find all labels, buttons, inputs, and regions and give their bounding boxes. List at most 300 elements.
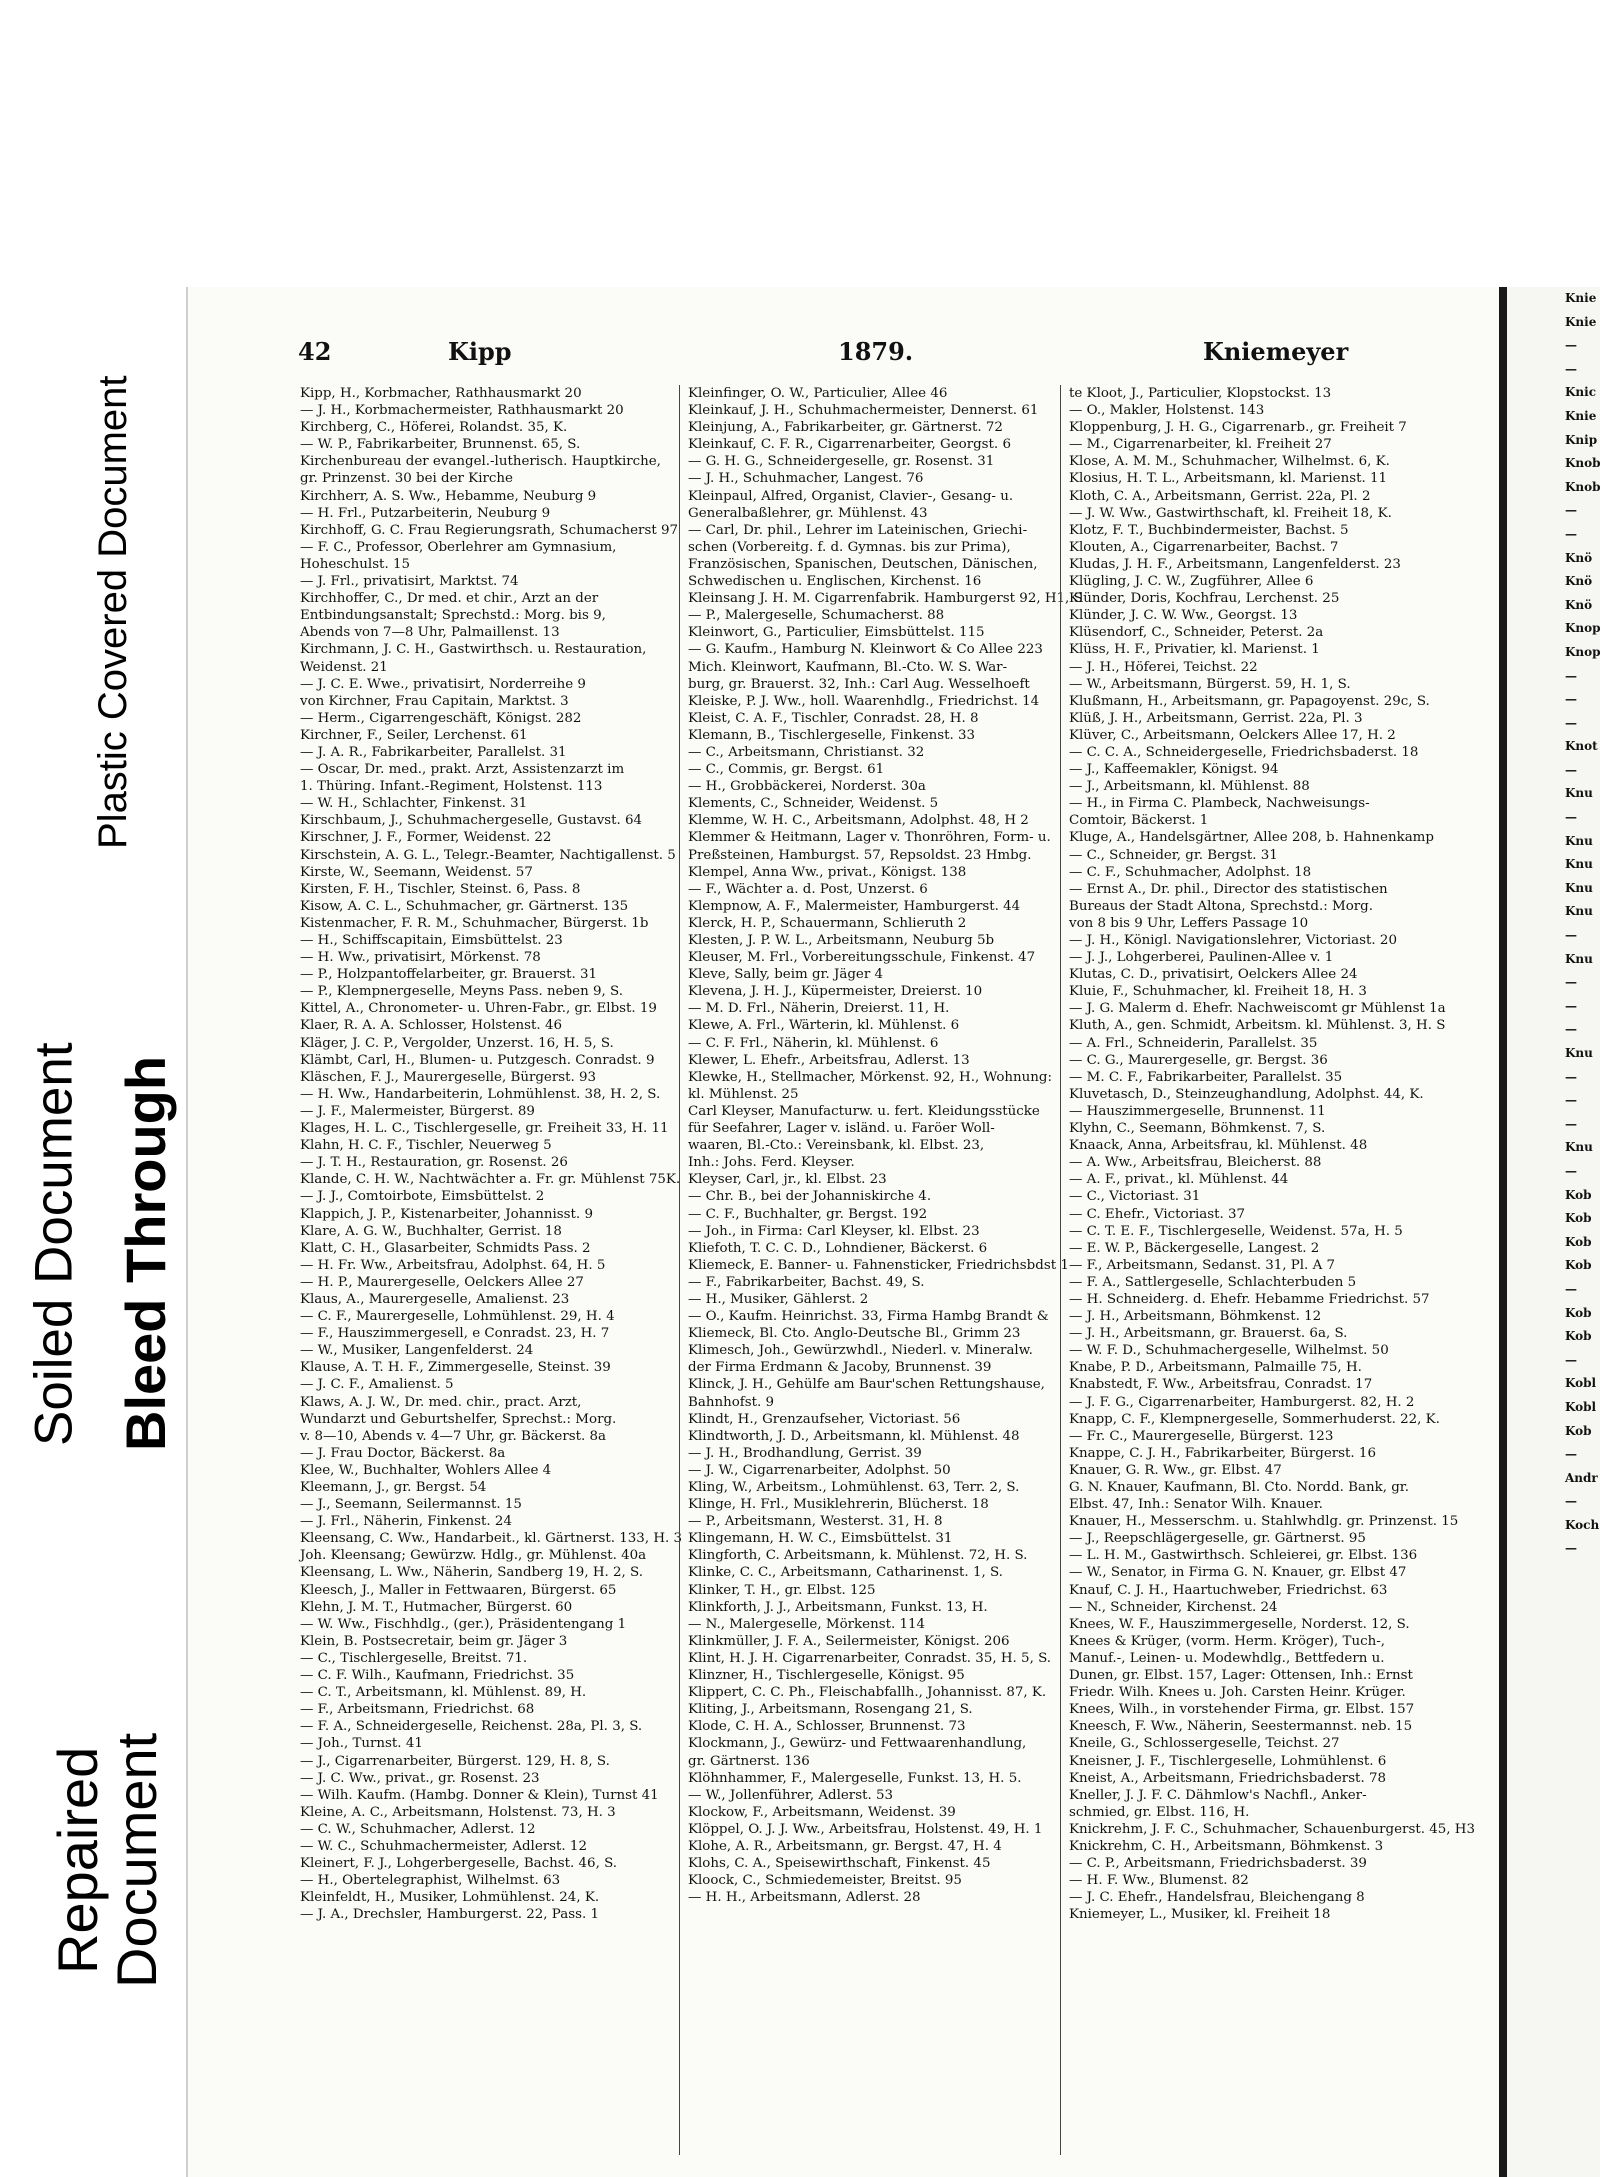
- facing-page-fragment: Knie: [1565, 408, 1597, 423]
- directory-entry: Klint, H. J. H. Cigarrenarbeiter, Conradst. 35, H. 5, S.: [688, 1650, 1052, 1666]
- label-bleed-through: Bleed Through: [105, 1008, 187, 1498]
- directory-entry: — C., Arbeitsmann, Christianst. 32: [688, 744, 925, 760]
- directory-entry: Kleensang, C. Ww., Handarbeit., kl. Gärtnerst. 133, H. 3: [300, 1531, 683, 1547]
- entries-column-2: [679, 385, 1083, 2155]
- directory-entry: — H., in Firma C. Plambeck, Nachweisungs-: [1069, 796, 1370, 812]
- directory-entry: — C. F., Maurergeselle, Lohmühlenst. 29, H. 4: [300, 1309, 615, 1325]
- facing-page-fragment: —: [1565, 1116, 1577, 1131]
- directory-entry: — J., Kaffeemakler, Königst. 94: [1069, 762, 1279, 778]
- directory-entry: Klockmann, J., Gewürz- und Fettwaarenhandlung,: [688, 1736, 1027, 1752]
- directory-entry: Klosius, H. T. L., Arbeitsmann, kl. Marienst. 11: [1069, 471, 1388, 487]
- directory-entry: Hoheschulst. 15: [300, 556, 410, 572]
- directory-entry: — J. C. Ww., privat., gr. Rosenst. 23: [300, 1770, 540, 1786]
- facing-page-fragment: Knie: [1565, 314, 1597, 329]
- directory-entry: Kleine, A. C., Arbeitsmann, Holstenst. 73, H. 3: [300, 1804, 616, 1820]
- directory-entry: Klindtworth, J. D., Arbeitsmann, kl. Mühlenst. 48: [688, 1428, 1020, 1444]
- directory-entry: Klose, A. M. M., Schuhmacher, Wilhelmst. 6, K.: [1069, 454, 1390, 470]
- facing-page-fragment: Kob: [1565, 1258, 1592, 1273]
- directory-entry: Klinkmüller, J. F. A., Seilermeister, Königst. 206: [688, 1633, 1010, 1649]
- directory-entry: — A. F., privat., kl. Mühlenst. 44: [1069, 1172, 1289, 1188]
- directory-entry: — W., Arbeitsmann, Bürgerst. 59, H. 1, S.: [1069, 676, 1351, 692]
- directory-entry: Klüver, C., Arbeitsmann, Oelckers Allee 17, H. 2: [1069, 727, 1396, 743]
- facing-page-fragment: —: [1565, 762, 1577, 777]
- directory-entry: waaren, Bl.-Cto.: Vereinsbank, kl. Elbst. 23,: [688, 1138, 985, 1154]
- label-repaired-document: Repaired Document: [38, 1680, 178, 2040]
- directory-entry: Kneesch, F. Ww., Näherin, Seestermannst. neb. 15: [1069, 1719, 1413, 1735]
- directory-entry: Klaws, A. J. W., Dr. med. chir., pract. Arzt,: [300, 1394, 582, 1410]
- directory-entry: — F. C., Professor, Oberlehrer am Gymnasium,: [300, 539, 617, 555]
- directory-entry: Klünder, J. C. W. Ww., Georgst. 13: [1069, 608, 1298, 624]
- directory-entry: Klohe, A. R., Arbeitsmann, gr. Bergst. 47, H. 4: [688, 1838, 1002, 1854]
- facing-page-fragment: Knu: [1565, 833, 1593, 848]
- directory-entry: Klöhnhammer, F., Malergeselle, Funkst. 13, H. 5.: [688, 1770, 1022, 1786]
- directory-entry: Kläger, J. C. P., Vergolder, Unzerst. 16, H. 5, S.: [300, 1035, 614, 1051]
- directory-entry: — W., Musiker, Langenfelderst. 24: [300, 1343, 534, 1359]
- facing-page-fragment: —: [1565, 810, 1577, 825]
- directory-entry: — F., Fabrikarbeiter, Bachst. 49, S.: [688, 1274, 925, 1290]
- directory-entry: Klindt, H., Grenzaufseher, Victoriast. 56: [688, 1411, 961, 1427]
- directory-page: [186, 287, 1505, 2177]
- directory-entry: Kleinfinger, O. W., Particulier, Allee 46: [688, 386, 948, 401]
- directory-entry: — O., Makler, Holstenst. 143: [1069, 403, 1265, 419]
- directory-entry: — C., Schneider, gr. Bergst. 31: [1069, 847, 1278, 863]
- facing-page-fragment: —: [1565, 692, 1577, 707]
- directory-entry: — M. D. Frl., Näherin, Dreierst. 11, H.: [688, 1001, 950, 1017]
- directory-entry: von 8 bis 9 Uhr, Leffers Passage 10: [1069, 915, 1309, 931]
- directory-entry: — J. J., Comtoirbote, Eimsbüttelst. 2: [300, 1189, 545, 1205]
- directory-entry: burg, gr. Brauerst. 32, Inh.: Carl Aug. Wesselhoeft: [688, 676, 1030, 692]
- directory-entry: Klewe, A. Frl., Wärterin, kl. Mühlenst. 6: [688, 1018, 960, 1034]
- directory-entry: — A. Ww., Arbeitsfrau, Bleicherst. 88: [1069, 1155, 1322, 1171]
- directory-entry: — J. C. E. Wwe., privatisirt, Norderreihe 9: [300, 676, 586, 692]
- directory-entry: Weidenst. 21: [300, 659, 388, 675]
- directory-entry: Kneisner, J. F., Tischlergeselle, Lohmühlenst. 6: [1069, 1753, 1387, 1769]
- facing-page-fragment: Knic: [1565, 385, 1597, 400]
- facing-page-fragment: Knu: [1565, 904, 1593, 919]
- directory-entry: Klode, C. H. A., Schlosser, Brunnenst. 73: [688, 1719, 966, 1735]
- directory-entry: — M. C. F., Fabrikarbeiter, Parallelst. 35: [1069, 1069, 1343, 1085]
- facing-page-fragment: —: [1565, 998, 1577, 1013]
- directory-entry: Klinck, J. H., Gehülfe am Baur'schen Rettungshause,: [688, 1377, 1045, 1393]
- directory-entry: Klesten, J. P. W. L., Arbeitsmann, Neuburg 5b: [688, 933, 995, 948]
- directory-entry: Kleinfeldt, H., Musiker, Lohmühlenst. 24, K.: [300, 1890, 600, 1906]
- directory-entry: der Firma Erdmann & Jacoby, Brunnenst. 39: [688, 1360, 992, 1376]
- directory-entry: Klüsendorf, C., Schneider, Peterst. 2a: [1069, 625, 1324, 641]
- facing-page-fragment: —: [1565, 361, 1577, 376]
- directory-entry: Kläschen, F. J., Maurergeselle, Bürgerst. 93: [300, 1069, 597, 1085]
- directory-entry: — H. F. Ww., Blumenst. 82: [1069, 1873, 1249, 1889]
- directory-entry: — C. F., Schuhmacher, Adolphst. 18: [1069, 864, 1312, 880]
- directory-entry: — J. H., Brodhandlung, Gerrist. 39: [688, 1445, 922, 1461]
- directory-entry: Klämbt, Carl, H., Blumen- u. Putzgesch. Conradst. 9: [300, 1052, 655, 1068]
- directory-entry: schen (Vorbereitg. f. d. Gymnas. bis zur Prima),: [688, 539, 1011, 555]
- facing-page-fragment: —: [1565, 338, 1577, 353]
- directory-entry: — P., Malergeselle, Schumacherst. 88: [688, 608, 945, 624]
- directory-entry: v. 8—10, Abends v. 4—7 Uhr, gr. Bäckerst. 8a: [300, 1428, 607, 1444]
- directory-entry: Klockow, F., Arbeitsmann, Weidenst. 39: [688, 1804, 956, 1820]
- directory-entry: — J. F. G., Cigarrenarbeiter, Hamburgerst. 82, H. 2: [1069, 1394, 1415, 1410]
- directory-entry: Klewer, L. Ehefr., Arbeitsfrau, Adlerst. 13: [688, 1052, 970, 1068]
- directory-entry: — H. Ww., privatisirt, Mörkenst. 78: [300, 950, 541, 966]
- directory-entry: Kipp, H., Korbmacher, Rathhausmarkt 20: [300, 386, 582, 401]
- directory-entry: Kleuser, M. Frl., Vorbereitungsschule, Finkenst. 47: [688, 950, 1036, 966]
- directory-entry: te Kloot, J., Particulier, Klopstockst. 13: [1069, 386, 1332, 401]
- header-left-word: Kipp: [448, 337, 512, 366]
- directory-entry: Kirchherr, A. S. Ww., Hebamme, Neuburg 9: [300, 488, 597, 504]
- directory-entry: — Carl, Dr. phil., Lehrer im Lateinischen, Griechi-: [688, 522, 1028, 538]
- directory-entry: Klippert, C. C. Ph., Fleischabfallh., Johannisst. 87, K.: [688, 1685, 1047, 1701]
- directory-entry: Knabe, P. D., Arbeitsmann, Palmaille 75, H.: [1069, 1360, 1362, 1376]
- directory-entry: — L. H. M., Gastwirthsch. Schleierei, gr. Elbst. 136: [1069, 1548, 1418, 1564]
- directory-entry: Knauer, H., Messerschm. u. Stahlwhdlg. gr. Prinzenst. 15: [1069, 1514, 1459, 1530]
- directory-entry: Knauer, G. R. Ww., gr. Elbst. 47: [1069, 1462, 1282, 1478]
- directory-entry: — J. H., Arbeitsmann, gr. Brauerst. 6a, S.: [1069, 1326, 1348, 1342]
- facing-page-fragment: —: [1565, 1352, 1577, 1367]
- directory-entry: — J. J., Lohgerberei, Paulinen-Allee v. 1: [1069, 950, 1334, 966]
- directory-entry: Kloppenburg, J. H. G., Cigarrenarb., gr. Freiheit 7: [1069, 420, 1407, 436]
- directory-entry: Kluge, A., Handelsgärtner, Allee 208, b. Hahnenkamp: [1069, 830, 1434, 846]
- directory-entry: — A. Frl., Schneiderin, Parallelst. 35: [1069, 1035, 1318, 1051]
- directory-entry: — J. C. F., Amalienst. 5: [300, 1377, 454, 1393]
- facing-page-fragment: —: [1565, 526, 1577, 541]
- directory-entry: Klevena, J. H. J., Küpermeister, Dreierst. 10: [688, 984, 983, 1000]
- directory-entry: Kittel, A., Chronometer- u. Uhren-Fabr., gr. Elbst. 19: [300, 1001, 657, 1017]
- directory-entry: Klügling, J. C. W., Zugführer, Allee 6: [1069, 574, 1314, 590]
- directory-entry: — C. W., Schuhmacher, Adlerst. 12: [300, 1821, 536, 1837]
- directory-entry: Klinker, T. H., gr. Elbst. 125: [688, 1582, 876, 1598]
- directory-entry: Kleve, Sally, beim gr. Jäger 4: [688, 967, 884, 983]
- directory-entry: Klehn, J. M. T., Hutmacher, Bürgerst. 60: [300, 1599, 573, 1615]
- facing-page-fragment: Kobl: [1565, 1376, 1597, 1391]
- directory-entry: Klotz, F. T., Buchbindermeister, Bachst. 5: [1069, 522, 1349, 538]
- facing-page-fragment: Knö: [1565, 550, 1593, 565]
- directory-entry: — C. F., Buchhalter, gr. Bergst. 192: [688, 1206, 928, 1222]
- directory-entry: Klemme, W. H. C., Arbeitsmann, Adolphst. 48, H 2: [688, 813, 1029, 829]
- directory-entry: — Fr. C., Maurergeselle, Bürgerst. 123: [1069, 1428, 1334, 1444]
- directory-entry: — J. C. Ehefr., Handelsfrau, Bleichengang 8: [1069, 1890, 1365, 1906]
- directory-entry: — N., Schneider, Kirchenst. 24: [1069, 1599, 1278, 1615]
- directory-entry: Klünder, Doris, Kochfrau, Lerchenst. 25: [1069, 591, 1340, 607]
- directory-entry: Mich. Kleinwort, Kaufmann, Bl.-Cto. W. S. War-: [688, 659, 1008, 675]
- directory-entry: — Joh., in Firma: Carl Kleyser, kl. Elbst. 23: [688, 1223, 980, 1239]
- directory-entry: Klempel, Anna Ww., privat., Königst. 138: [688, 864, 967, 880]
- directory-entry: Kliting, J., Arbeitsmann, Rosengang 21, S.: [688, 1702, 973, 1718]
- directory-entry: — H. P., Maurergeselle, Oelckers Allee 27: [300, 1274, 584, 1290]
- directory-entry: Kliemeck, Bl. Cto. Anglo-Deutsche Bl., Grimm 23: [688, 1326, 1021, 1342]
- header-year: 1879.: [838, 337, 914, 366]
- facing-page-fragment: —: [1565, 1163, 1577, 1178]
- directory-entry: Knapp, C. F., Klempnergeselle, Sommerhuderst. 22, K.: [1069, 1411, 1440, 1427]
- directory-entry: — H., Grobbäckerei, Norderst. 30a: [688, 779, 926, 795]
- directory-entry: Kirchhoff, G. C. Frau Regierungsrath, Schumacherst 97: [300, 522, 678, 538]
- facing-page-fragment: —: [1565, 975, 1577, 990]
- directory-entry: — J. W. Ww., Gastwirthschaft, kl. Freiheit 18, K.: [1069, 505, 1392, 521]
- directory-entry: Klemann, B., Tischlergeselle, Finkenst. 33: [688, 727, 976, 743]
- book-gutter: [1499, 287, 1507, 2177]
- directory-entry: — H. H., Arbeitsmann, Adlerst. 28: [688, 1890, 921, 1906]
- directory-entry: — H. Ww., Handarbeiterin, Lohmühlenst. 38, H. 2, S.: [300, 1086, 661, 1102]
- directory-entry: Kleinsang J. H. M. Cigarrenfabrik. Hamburgerst 92, H1, S: [688, 591, 1083, 607]
- directory-entry: Joh. Kleensang; Gewürzw. Hdlg., gr. Mühlenst. 40a: [300, 1548, 647, 1564]
- directory-entry: Kneller, J. J. F. C. Dähmlow's Nachfl., Anker-: [1069, 1787, 1367, 1803]
- facing-page-fragment: Kob: [1565, 1423, 1592, 1438]
- page-header: [298, 337, 1498, 377]
- directory-entry: Kluvetasch, D., Steinzeughandlung, Adolphst. 44, K.: [1069, 1086, 1424, 1102]
- directory-entry: Kluie, F., Schuhmacher, kl. Freiheit 18, H. 3: [1069, 984, 1367, 1000]
- directory-entry: Generalbaßlehrer, gr. Mühlenst. 43: [688, 505, 928, 521]
- directory-entry: gr. Prinzenst. 30 bei der Kirche: [300, 471, 513, 487]
- directory-entry: Kliemeck, E. Banner- u. Fahnensticker, Friedrichsbdst 1: [688, 1257, 1069, 1273]
- directory-entry: Kludas, J. H. F., Arbeitsmann, Langenfelderst. 23: [1069, 556, 1401, 572]
- directory-entry: Bahnhofst. 9: [688, 1394, 774, 1410]
- directory-entry: — J. G. Malerm d. Ehefr. Nachweiscomt gr Mühlenst 1a: [1069, 1001, 1446, 1017]
- directory-entry: Klußmann, H., Arbeitsmann, gr. Papagoyenst. 29c, S.: [1069, 693, 1430, 709]
- directory-entry: Bureaus der Stadt Altona, Sprechstd.: Morg.: [1069, 898, 1373, 914]
- header-right-word: Kniemeyer: [1203, 337, 1349, 366]
- directory-entry: Klee, W., Buchhalter, Wohlers Allee 4: [300, 1462, 552, 1478]
- facing-page-fragment: —: [1565, 1447, 1577, 1462]
- directory-entry: Klinke, C. C., Arbeitsmann, Catharinenst. 1, S.: [688, 1565, 1003, 1581]
- directory-entry: — H. Schneiderg. d. Ehefr. Hebamme Friedrichst. 57: [1069, 1291, 1430, 1307]
- directory-entry: — J. H., Korbmachermeister, Rathhausmarkt 20: [300, 403, 624, 419]
- facing-page-fragment: —: [1565, 1281, 1577, 1296]
- facing-page-fragment: —: [1565, 1069, 1577, 1084]
- directory-entry: Klempnow, A. F., Malermeister, Hamburgerst. 44: [688, 898, 1021, 914]
- directory-entry: für Seefahrer, Lager v. isländ. u. Faröer Woll-: [688, 1121, 995, 1137]
- directory-entry: Kloth, C. A., Arbeitsmann, Gerrist. 22a, Pl. 2: [1069, 488, 1371, 504]
- directory-entry: — F., Arbeitsmann, Friedrichst. 68: [300, 1702, 535, 1718]
- directory-entry: Kisow, A. C. L., Schuhmacher, gr. Gärtnerst. 135: [300, 898, 629, 914]
- directory-entry: — J. A., Drechsler, Hamburgerst. 22, Pass. 1: [300, 1907, 599, 1923]
- directory-entry: — J. Frau Doctor, Bäckerst. 8a: [300, 1445, 506, 1461]
- directory-entry: — J. H., Höferei, Teichst. 22: [1069, 659, 1258, 675]
- directory-entry: Klimesch, Joh., Gewürzwhdl., Niederl. v. Mineralw.: [688, 1343, 1033, 1359]
- directory-entry: Klüss, H. F., Privatier, kl. Marienst. 1: [1069, 642, 1320, 658]
- directory-entry: — P., Arbeitsmann, Westerst. 31, H. 8: [688, 1514, 943, 1530]
- directory-entry: — C., Victoriast. 31: [1069, 1189, 1201, 1205]
- directory-entry: — C. P., Arbeitsmann, Friedrichsbaderst. 39: [1069, 1856, 1367, 1872]
- label-plastic-covered: Plastic Covered Document: [82, 352, 144, 872]
- directory-entry: — C. G., Maurergeselle, gr. Bergst. 36: [1069, 1052, 1328, 1068]
- directory-entry: — Wilh. Kaufm. (Hambg. Donner & Klein), Turnst 41: [300, 1787, 659, 1803]
- directory-entry: Kling, W., Arbeitsm., Lohmühlenst. 63, Terr. 2, S.: [688, 1480, 1020, 1495]
- directory-entry: Kleinkauf, J. H., Schuhmachermeister, Dennerst. 61: [688, 403, 1039, 419]
- directory-entry: Carl Kleyser, Manufacturw. u. fert. Kleidungsstücke: [688, 1103, 1040, 1119]
- entries-column-1: [300, 385, 683, 2155]
- directory-entry: — W. Ww., Fischhdlg., (ger.), Präsidentengang 1: [300, 1616, 627, 1632]
- directory-entry: — Ernst A., Dr. phil., Director des statistischen: [1069, 881, 1388, 897]
- directory-entry: — C. Ehefr., Victoriast. 37: [1069, 1206, 1246, 1222]
- directory-entry: Kliefoth, T. C. C. D., Lohndiener, Bäckerst. 6: [688, 1240, 988, 1256]
- directory-entry: Klande, C. H. W., Nachtwächter a. Fr. gr. Mühlenst 75K.: [300, 1172, 681, 1188]
- directory-entry: Klinge, H. Frl., Musiklehrerin, Blücherst. 18: [688, 1497, 989, 1513]
- directory-entry: Kleiske, P. J. Ww., holl. Waarenhdlg., Friedrichst. 14: [688, 693, 1040, 709]
- directory-entry: Klüß, J. H., Arbeitsmann, Gerrist. 22a, Pl. 3: [1069, 710, 1363, 726]
- facing-page-fragment: Knu: [1565, 1140, 1593, 1155]
- directory-entry: Preßsteinen, Hamburgst. 57, Repsoldst. 23 Hmbg.: [688, 847, 1032, 863]
- directory-entry: — F. A., Sattlergeselle, Schlachterbuden 5: [1069, 1274, 1357, 1290]
- facing-page-fragment: Knop: [1565, 644, 1601, 659]
- directory-entry: Klaus, A., Maurergeselle, Amalienst. 23: [300, 1291, 570, 1307]
- directory-entry: Kneile, G., Schlossergeselle, Teichst. 27: [1069, 1736, 1340, 1752]
- directory-entry: Kirschstein, A. G. L., Telegr.-Beamter, Nachtigallenst. 5: [300, 847, 676, 863]
- directory-entry: Knickrehm, J. F. C., Schuhmacher, Schauenburgerst. 45, H3: [1069, 1821, 1475, 1837]
- directory-entry: kl. Mühlenst. 25: [688, 1086, 799, 1102]
- directory-entry: Klutas, C. D., privatisirt, Oelckers Allee 24: [1069, 967, 1358, 983]
- directory-entry: — W., Jollenführer, Adlerst. 53: [688, 1787, 894, 1803]
- facing-page-fragment: Kob: [1565, 1211, 1592, 1226]
- directory-entry: — Oscar, Dr. med., prakt. Arzt, Assistenzarzt im: [300, 762, 625, 778]
- directory-entry: Kloock, C., Schmiedemeister, Breitst. 95: [688, 1873, 962, 1889]
- facing-page-fragment: —: [1565, 928, 1577, 943]
- facing-page-fragment: Knö: [1565, 597, 1593, 612]
- facing-page-fragment: —: [1565, 1494, 1577, 1509]
- label-soiled-document: Soiled Document: [18, 990, 90, 1498]
- facing-page-fragment: Knu: [1565, 1046, 1593, 1060]
- directory-entry: Kirchner, F., Seiler, Lerchenst. 61: [300, 727, 528, 743]
- facing-page-fragment: Kobl: [1565, 1399, 1597, 1414]
- directory-entry: Kleyser, Carl, jr., kl. Elbst. 23: [688, 1172, 887, 1188]
- directory-entry: — J. Frl., Näherin, Finkenst. 24: [300, 1514, 512, 1530]
- facing-page-fragment: Knu: [1565, 951, 1593, 966]
- directory-entry: Knabstedt, F. Ww., Arbeitsfrau, Conradst. 17: [1069, 1377, 1373, 1393]
- directory-entry: Knappe, C. J. H., Fabrikarbeiter, Bürgerst. 16: [1069, 1445, 1376, 1461]
- directory-entry: G. N. Knauer, Kaufmann, Bl. Cto. Nordd. Bank, gr.: [1069, 1480, 1409, 1495]
- directory-entry: schmied, gr. Elbst. 116, H.: [1069, 1804, 1250, 1820]
- directory-entry: — J. T. H., Restauration, gr. Rosenst. 26: [300, 1155, 568, 1171]
- directory-entry: — Chr. B., bei der Johanniskirche 4.: [688, 1189, 932, 1205]
- directory-entry: — J., Arbeitsmann, kl. Mühlenst. 88: [1069, 779, 1310, 795]
- directory-entry: — F., Hauszimmergesell, e Conradst. 23, H. 7: [300, 1326, 610, 1342]
- directory-entry: Klahn, H. C. F., Tischler, Neuerweg 5: [300, 1138, 552, 1154]
- directory-entry: Kleinpaul, Alfred, Organist, Clavier-, Gesang- u.: [688, 488, 1014, 504]
- directory-entry: — F., Arbeitsmann, Sedanst. 31, Pl. A 7: [1069, 1257, 1336, 1273]
- directory-entry: Kniemeyer, L., Musiker, kl. Freiheit 18: [1069, 1907, 1331, 1923]
- directory-entry: Dunen, gr. Elbst. 157, Lager: Ottensen, Inh.: Ernst: [1069, 1668, 1413, 1684]
- directory-entry: Wundarzt und Geburtshelfer, Sprechst.: Morg.: [300, 1411, 617, 1427]
- directory-entry: — C. T. E. F., Tischlergeselle, Weidenst. 57a, H. 5: [1069, 1223, 1403, 1239]
- facing-page-fragment: Knie: [1565, 291, 1597, 305]
- directory-entry: — H. Fr. Ww., Arbeitsfrau, Adolphst. 64, H. 5: [300, 1257, 606, 1273]
- directory-entry: Klerck, H. P., Schauermann, Schlieruth 2: [688, 915, 967, 931]
- margin-labels: [0, 0, 185, 2177]
- directory-entry: — J. H., Schuhmacher, Langest. 76: [688, 471, 924, 487]
- directory-entry: Kirchmann, J. C. H., Gastwirthsch. u. Restauration,: [300, 642, 647, 658]
- directory-entry: — C., Tischlergeselle, Breitst. 71.: [300, 1650, 528, 1666]
- directory-entry: Kirste, W., Seemann, Weidenst. 57: [300, 864, 533, 880]
- facing-page-fragment: —: [1565, 1093, 1577, 1108]
- directory-entry: Kistenmacher, F. R. M., Schuhmacher, Bürgerst. 1b: [300, 915, 649, 931]
- directory-entry: Klinzner, H., Tischlergeselle, Königst. 95: [688, 1668, 965, 1684]
- directory-entry: Französischen, Spanischen, Deutschen, Dänischen,: [688, 556, 1038, 572]
- facing-page-fragment: Andr: [1565, 1470, 1598, 1485]
- directory-entry: — J., Seemann, Seilermannst. 15: [300, 1497, 522, 1513]
- directory-entry: Kirsten, F. H., Tischler, Steinst. 6, Pass. 8: [300, 881, 581, 897]
- directory-entry: Knees, Wilh., in vorstehender Firma, gr. Elbst. 157: [1069, 1702, 1415, 1718]
- directory-entry: Kluth, A., gen. Schmidt, Arbeitsm. kl. Mühlenst. 3, H. S: [1069, 1018, 1446, 1034]
- directory-entry: — C., Commis, gr. Bergst. 61: [688, 762, 885, 778]
- directory-entry: Klöppel, O. J. J. Ww., Arbeitsfrau, Holstenst. 49, H. 1: [688, 1821, 1043, 1837]
- facing-page-fragment: Knop: [1565, 621, 1601, 636]
- directory-entry: Klements, C., Schneider, Weidenst. 5: [688, 796, 939, 812]
- directory-entry: gr. Gärtnerst. 136: [688, 1753, 810, 1769]
- directory-entry: Schwedischen u. Englischen, Kirchenst. 16: [688, 574, 982, 590]
- facing-page-fragment: Knob: [1565, 479, 1601, 494]
- directory-entry: Kleinjung, A., Fabrikarbeiter, gr. Gärtnerst. 72: [688, 420, 1003, 436]
- directory-entry: — J. H., Königl. Navigationslehrer, Victoriast. 20: [1069, 933, 1397, 948]
- facing-page-fragment: —: [1565, 668, 1577, 683]
- directory-entry: — J. A. R., Fabrikarbeiter, Parallelst. 31: [300, 744, 567, 760]
- directory-entry: Kleemann, J., gr. Bergst. 54: [300, 1480, 487, 1495]
- directory-entry: — J. Frl., privatisirt, Marktst. 74: [300, 574, 519, 590]
- directory-entry: Knauf, C. J. H., Haartuchweber, Friedrichst. 63: [1069, 1582, 1388, 1598]
- directory-entry: Kneist, A., Arbeitsmann, Friedrichsbaderst. 78: [1069, 1770, 1386, 1786]
- directory-entry: — C. C. A., Schneidergeselle, Friedrichsbaderst. 18: [1069, 744, 1419, 760]
- facing-page-fragment: Knu: [1565, 880, 1593, 895]
- facing-page-fragment: Knu: [1565, 786, 1593, 801]
- directory-entry: Kleinert, F. J., Lohgerbergeselle, Bachst. 46, S.: [300, 1856, 618, 1872]
- directory-entry: Klein, B. Postsecretair, beim gr. Jäger 3: [300, 1633, 568, 1649]
- directory-entry: — C. F. Wilh., Kaufmann, Friedrichst. 35: [300, 1668, 575, 1684]
- directory-entry: — H., Schiffscapitain, Eimsbüttelst. 23: [300, 933, 563, 948]
- directory-entry: Klyhn, C., Seemann, Böhmkenst. 7, S.: [1069, 1121, 1326, 1137]
- directory-entry: Abends von 7—8 Uhr, Palmaillenst. 13: [300, 625, 560, 641]
- directory-entry: Comtoir, Bäckerst. 1: [1069, 813, 1209, 829]
- directory-entry: — F., Wächter a. d. Post, Unzerst. 6: [688, 881, 928, 897]
- directory-entry: Kleinkauf, C. F. R., Cigarrenarbeiter, Georgst. 6: [688, 437, 1011, 453]
- directory-entry: Entbindungsanstalt; Sprechstd.: Morg. bis 9,: [300, 608, 606, 624]
- directory-entry: — J., Reepschlägergeselle, gr. Gärtnerst. 95: [1069, 1531, 1366, 1547]
- facing-page-fragment: —: [1565, 1541, 1577, 1556]
- facing-page-fragment: —: [1565, 715, 1577, 730]
- directory-entry: — W. F. D., Schuhmachergeselle, Wilhelmst. 50: [1069, 1343, 1389, 1359]
- directory-entry: — W. H., Schlachter, Finkenst. 31: [300, 796, 528, 812]
- directory-entry: Friedr. Wilh. Knees u. Joh. Carsten Heinr. Krüger.: [1069, 1685, 1406, 1701]
- directory-entry: Kleensang, L. Ww., Näherin, Sandberg 19, H. 2, S.: [300, 1565, 644, 1581]
- directory-entry: Klingemann, H. W. C., Eimsbüttelst. 31: [688, 1531, 953, 1547]
- directory-entry: Kleesch, J., Maller in Fettwaaren, Bürgerst. 65: [300, 1582, 617, 1598]
- facing-page-edge: [1507, 287, 1600, 2177]
- directory-entry: — O., Kaufm. Heinrichst. 33, Firma Hambg Brandt &: [688, 1309, 1049, 1325]
- directory-entry: — Herm., Cigarrengeschäft, Königst. 282: [300, 710, 582, 726]
- directory-entry: Klemmer & Heitmann, Lager v. Thonröhren, Form- u.: [688, 830, 1051, 846]
- directory-entry: Knickrehm, C. H., Arbeitsmann, Böhmkenst. 3: [1069, 1838, 1384, 1854]
- directory-entry: 1. Thüring. Infant.-Regiment, Holstenst. 113: [300, 779, 603, 795]
- facing-page-fragment: Knot: [1565, 739, 1598, 754]
- directory-entry: Klages, H. L. C., Tischlergeselle, gr. Freiheit 33, H. 11: [300, 1121, 669, 1137]
- facing-page-fragment: Knob: [1565, 456, 1601, 471]
- directory-entry: Kirschbaum, J., Schuhmachergeselle, Gustavst. 64: [300, 813, 643, 829]
- directory-entry: Klingforth, C. Arbeitsmann, k. Mühlenst. 72, H. S.: [688, 1548, 1028, 1564]
- directory-entry: Knees & Krüger, (vorm. Herm. Kröger), Tuch-,: [1069, 1633, 1385, 1649]
- directory-entry: — W. C., Schuhmachermeister, Adlerst. 12: [300, 1838, 587, 1854]
- directory-entry: — J. W., Cigarrenarbeiter, Adolphst. 50: [688, 1462, 951, 1478]
- directory-entry: — J., Cigarrenarbeiter, Bürgerst. 129, H. 8, S.: [300, 1753, 610, 1769]
- directory-entry: Klohs, C. A., Speisewirthschaft, Finkenst. 45: [688, 1856, 991, 1872]
- facing-page-fragment: Knip: [1565, 432, 1598, 447]
- directory-entry: — G. Kaufm., Hamburg N. Kleinwort & Co Allee 223: [688, 642, 1043, 658]
- directory-entry: Klewke, H., Stellmacher, Mörkenst. 92, H., Wohnung:: [688, 1069, 1052, 1085]
- directory-entry: — J. H., Arbeitsmann, Böhmkenst. 12: [1069, 1309, 1322, 1325]
- directory-entry: Klaer, R. A. A. Schlosser, Holstenst. 46: [300, 1018, 562, 1034]
- directory-entry: — W. P., Fabrikarbeiter, Brunnenst. 65, S.: [300, 437, 581, 453]
- directory-entry: — F. A., Schneidergeselle, Reichenst. 28a, Pl. 3, S.: [300, 1719, 643, 1735]
- directory-entry: Kleist, C. A. F., Tischler, Conradst. 28, H. 8: [688, 710, 979, 726]
- directory-entry: — H. Frl., Putzarbeiterin, Neuburg 9: [300, 505, 551, 521]
- directory-entry: Klinkforth, J. J., Arbeitsmann, Funkst. 13, H.: [688, 1599, 988, 1615]
- directory-entry: — M., Cigarrenarbeiter, kl. Freiheit 27: [1069, 437, 1332, 453]
- directory-entry: Manuf.-, Leinen- u. Modewhdlg., Bettfedern u.: [1069, 1650, 1385, 1666]
